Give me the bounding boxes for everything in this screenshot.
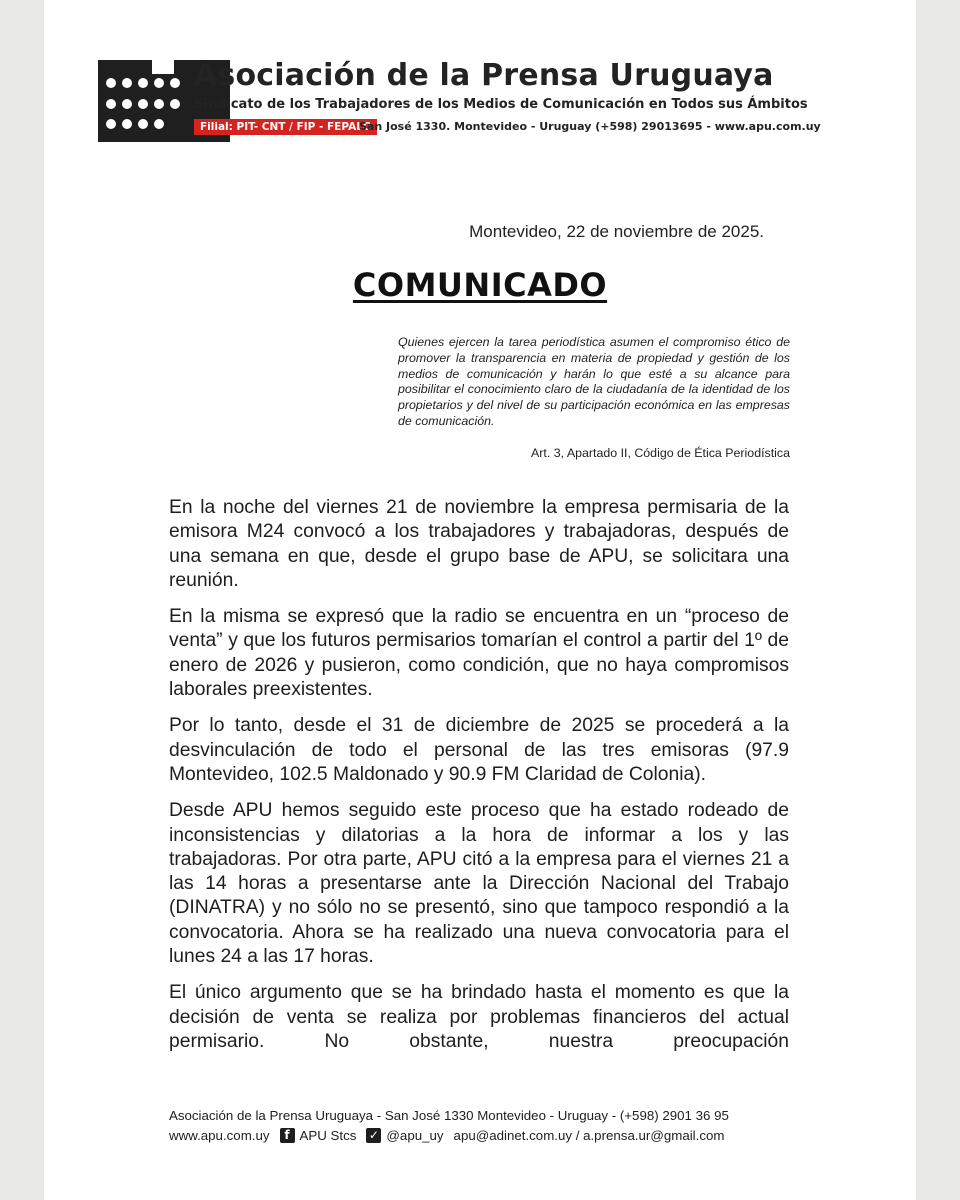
epigraph-quote: Quienes ejercen la tarea periodística asumen el compromiso ético de promover la transparencia en materia de propiedad y gestión de los medios de comunicación y harán lo que esté a su alcance para posibilitar el conocimiento claro de la ciudadanía de la identidad de los propietarios y del nivel de su participación económica en las empresas de comunicación. — [398, 335, 790, 428]
organization-name: Asociación de la Prensa Uruguaya — [194, 58, 774, 93]
footer-contacts — [169, 1128, 724, 1143]
paragraph: Por lo tanto, desde el 31 de diciembre de 2025 se procederá a la desvinculación de todo el personal de las tres emisoras (97.9 Montevideo, 102.5 Maldonado y 90.9 FM Claridad de Colonia). — [169, 715, 789, 785]
footer-website[interactable]: www.apu.com.uy — [169, 1128, 270, 1143]
document-title: COMUNICADO — [352, 266, 608, 304]
twitter-icon: ✓ — [366, 1128, 381, 1143]
epigraph-source: Art. 3, Apartado II, Código de Ética Periodística — [531, 446, 790, 460]
logo-typewriter-keys — [106, 78, 184, 136]
paragraph: Desde APU hemos seguido este proceso que ha estado rodeado de inconsistencias y dilatorias a la hora de informar a los y las trabajadoras. Por otra parte, APU citó a la empresa para el viernes 21 a las 14 horas a presentarse ante la Dirección Nacional del Trabajo (DINATRA) y no sólo no se presentó, sino que tampoco respondió a la convocatoria. Ahora se ha realizado una nueva convocatoria para el lunes 24 a las 17 horas. — [169, 800, 789, 968]
document-date: Montevideo, 22 de noviembre de 2025. — [469, 222, 764, 241]
organization-subtitle: Sindicato de los Trabajadores de los Medios de Comunicación en Todos sus Ámbitos — [194, 97, 808, 112]
facebook-icon: f — [280, 1128, 295, 1143]
footer-emails[interactable]: apu@adinet.com.uy / a.prensa.ur@gmail.com — [453, 1128, 725, 1143]
footer-twitter[interactable]: @apu_uy — [386, 1128, 444, 1143]
logo-notch — [152, 60, 174, 74]
statement-body — [169, 496, 789, 1066]
footer-address: Asociación de la Prensa Uruguaya - San José 1330 Montevideo - Uruguay - (+598) 2901 36 95 — [169, 1108, 729, 1123]
affiliation-badge: Filial: PIT- CNT / FIP - FEPALC — [194, 119, 377, 135]
letterhead-address: San José 1330. Montevideo - Uruguay (+598) 29013695 - www.apu.com.uy — [359, 120, 821, 133]
paragraph: El único argumento que se ha brindado hasta el momento es que la decisión de venta se realiza por problemas financieros del actual permisario. No obstante, nuestra preocupación — [169, 982, 789, 1052]
paragraph: En la misma se expresó que la radio se encuentra en un “proceso de venta” y que los futuros permisarios tomarían el control a partir del 1º de enero de 2026 y pusieron, como condición, que no haya compromisos laborales preexistentes. — [169, 606, 789, 701]
paragraph: En la noche del viernes 21 de noviembre la empresa permisaria de la emisora M24 convocó a los trabajadores y trabajadoras, después de una semana en que, desde el grupo base de APU, se solicitara una reunión. — [169, 497, 789, 591]
footer-facebook[interactable]: APU Stcs — [299, 1128, 357, 1143]
document-page — [44, 0, 916, 1200]
